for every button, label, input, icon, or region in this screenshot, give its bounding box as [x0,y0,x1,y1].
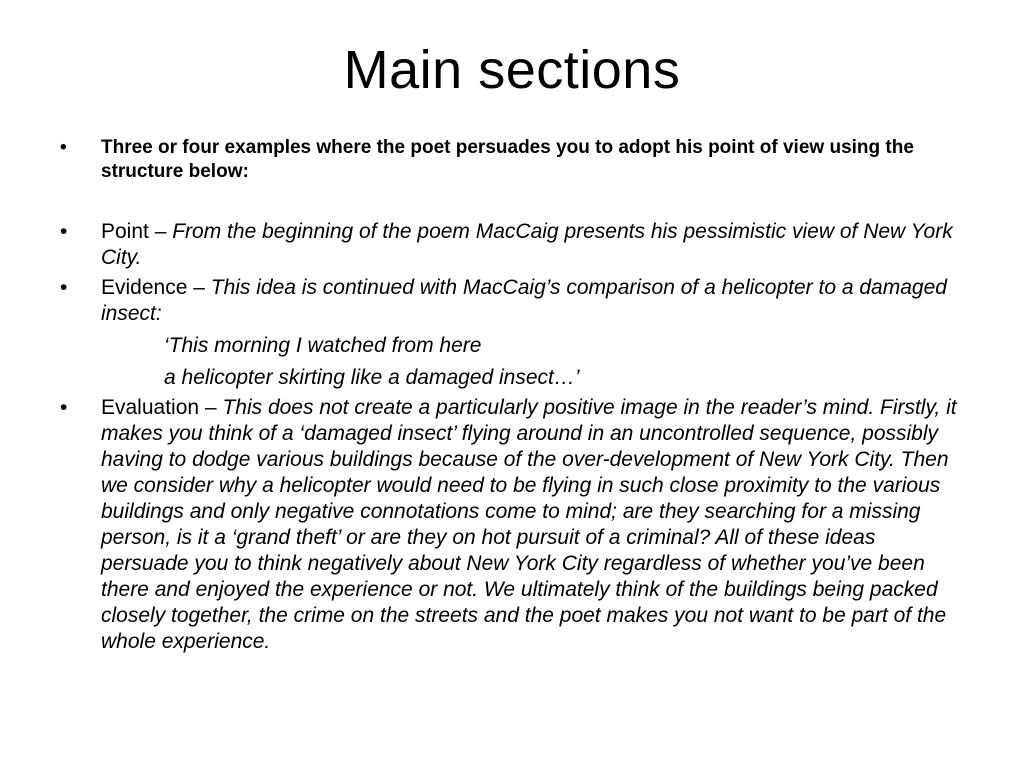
slide-content [60,136,965,655]
evaluation-separator: – [199,396,223,419]
evaluation-text: This does not create a particularly positive image in the reader’s mind. Firstly, it makes you think of a ‘damaged insect’ flying around in an uncontrolled sequence, possibly having to dodge various buildings because of the over-development of New York City. Then we consider why a helicopter would need to be flying in such close proximity to the various buildings and only negative connotations come to mind; are they searching for a missing person, is it a ‘grand theft’ or are they on hot pursuit of a criminal? All of these ideas persuade you to think negatively about New York City regardless of whether you’ve been there and enjoyed the experience or not. We ultimately think of the buildings being packed closely together, the crime on the streets and the poet makes you not want to be part of the whole experience. [101,396,957,653]
spacer [60,184,965,219]
bullet-icon: • [60,396,68,419]
evidence-separator: – [187,276,211,299]
slide-title: Main sections [343,40,681,100]
point-separator: – [148,220,173,243]
quote-line-1: ‘This morning I watched from here [164,334,482,357]
evidence-text: This idea is continued with MacCaig’s comparison of a helicopter to a damaged insect: [101,276,947,325]
bullet-item-evaluation [60,395,965,655]
evidence-quote [60,333,965,391]
bullet-item-evidence [60,275,965,327]
bullet-icon: • [60,220,68,243]
bullet-icon: • [60,137,67,158]
bullet-item-intro [60,136,965,184]
point-label: Point [101,220,149,243]
evidence-label: Evidence [101,276,188,299]
intro-text: Three or four examples where the poet persuades you to adopt his point of view using the structure below: [101,137,914,182]
quote-line-2: a helicopter skirting like a damaged insect…’ [164,366,580,389]
bullet-item-point [60,219,965,271]
evaluation-label: Evaluation [101,396,200,419]
bullet-icon: • [60,276,68,299]
point-text: From the beginning of the poem MacCaig presents his pessimistic view of New York City. [101,220,953,269]
